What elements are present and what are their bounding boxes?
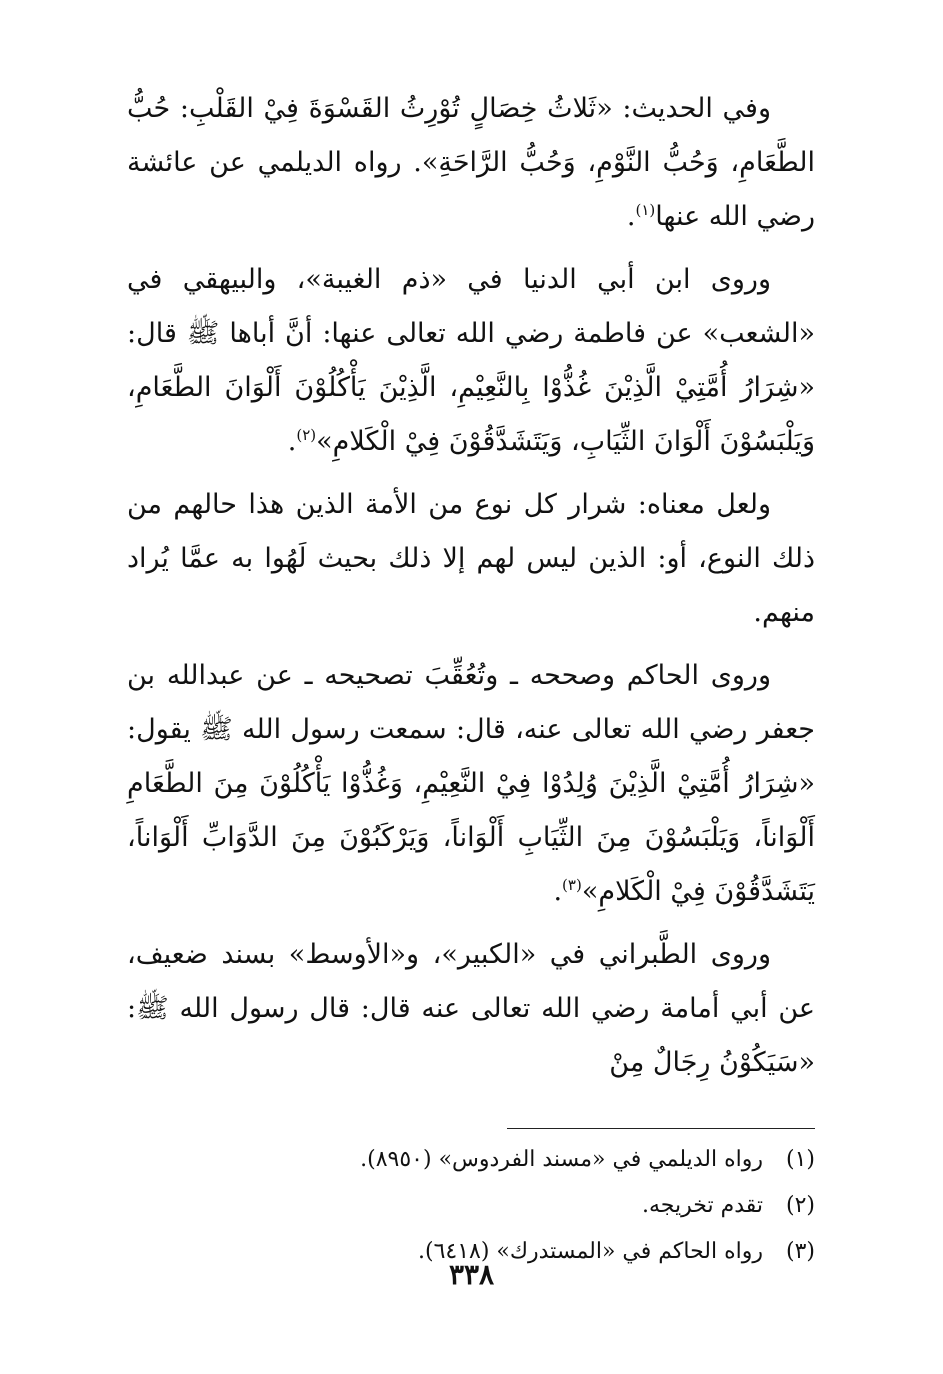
footnote-number: (١) [785,1147,815,1172]
footnote-number: (٢) [785,1193,815,1218]
paragraph-text: وروى الحاكم وصححه ـ وتُعُقِّبَ تصحيحه ـ عن عبدالله بن جعفر رضي الله تعالى عنه، قال: سمعت رسول الله ﷺ يقول: «شِرَارُ أُمَّتِيْ الَّذِيْنَ وُلِدُوْا فِيْ النَّعِيْمِ، وَغُذُّوْا يَأْكُلُوْنَ مِنَ الطَّعَامِ أَلْوَاناً، وَيَلْبَسُوْنَ مِنَ الثِّيَابِ أَلْوَاناً، وَيَرْكَبُوْنَ مِنَ الدَّوَابِّ أَلْوَاناً، يَتَشَدَّقُوْنَ فِيْ الْكَلامِ» [127,660,815,907]
paragraph-5 [127,928,815,1090]
paragraph-text: وروى ابن أبي الدنيا في «ذم الغيبة»، والبيهقي في «الشعب» عن فاطمة رضي الله تعالى عنها: أنَّ أباها ﷺ قال: «شِرَارُ أُمَّتِيْ الَّذِيْنَ غُذُّوْا بِالنَّعِيْمِ، الَّذِيْنَ يَأْكُلُوْنَ أَلْوَانَ الطَّعَامِ، وَيَلْبَسُوْنَ أَلْوَانَ الثِّيَابِ، وَيَتَشَدَّقُوْنَ فِيْ الْكَلامِ» [127,264,815,457]
footnote-number: (٣) [785,1239,815,1264]
footnote-ref-2: (٢) [296,426,317,444]
footnote-text: رواه الديلمي في «مسند الفردوس» (٨٩٥٠). [360,1147,763,1172]
footnote-1 [127,1147,815,1173]
page-content [127,82,815,1285]
paragraph-2 [127,253,815,469]
footnote-ref-1: (١) [635,201,656,219]
paragraph-tail: . [626,201,636,232]
footnote-text: رواه الحاكم في «المستدرك» (٦٤١٨). [418,1239,763,1264]
paragraph-text: وفي الحديث: «ثَلاثُ خِصَالٍ تُوْرِثُ القَسْوَةَ فِيْ القَلْبِ: حُبُّ الطَّعَامِ، وَحُبُّ النَّوْمِ، وَحُبُّ الرَّاحَةِ». رواه الديلمي عن عائشة رضي الله عنها [127,93,815,232]
paragraph-tail: . [553,876,563,907]
footnote-divider [507,1128,815,1129]
page-number: ٣٣٨ [448,1258,495,1291]
main-text [127,82,815,1090]
paragraph-text: وروى الطَّبراني في «الكبير»، و«الأوسط» بسند ضعيف، عن أبي أمامة رضي الله تعالى عنه قال: قال رسول الله ﷺ: «سَيَكُوْنُ رِجَالٌ مِنْ [127,939,815,1078]
footnote-2 [127,1193,815,1219]
paragraph-1 [127,82,815,244]
paragraph-3 [127,478,815,640]
footnotes [127,1147,815,1265]
footnote-text: تقدم تخريجه. [642,1193,763,1218]
paragraph-tail: . [287,426,297,457]
paragraph-text: ولعل معناه: شرار كل نوع من الأمة الذين هذا حالهم من ذلك النوع، أو: الذين ليس لهم إلا ذلك بحيث لَهُوا به عمَّا يُراد منهم. [127,489,815,628]
paragraph-4 [127,649,815,919]
footnote-ref-3: (٣) [562,876,582,894]
